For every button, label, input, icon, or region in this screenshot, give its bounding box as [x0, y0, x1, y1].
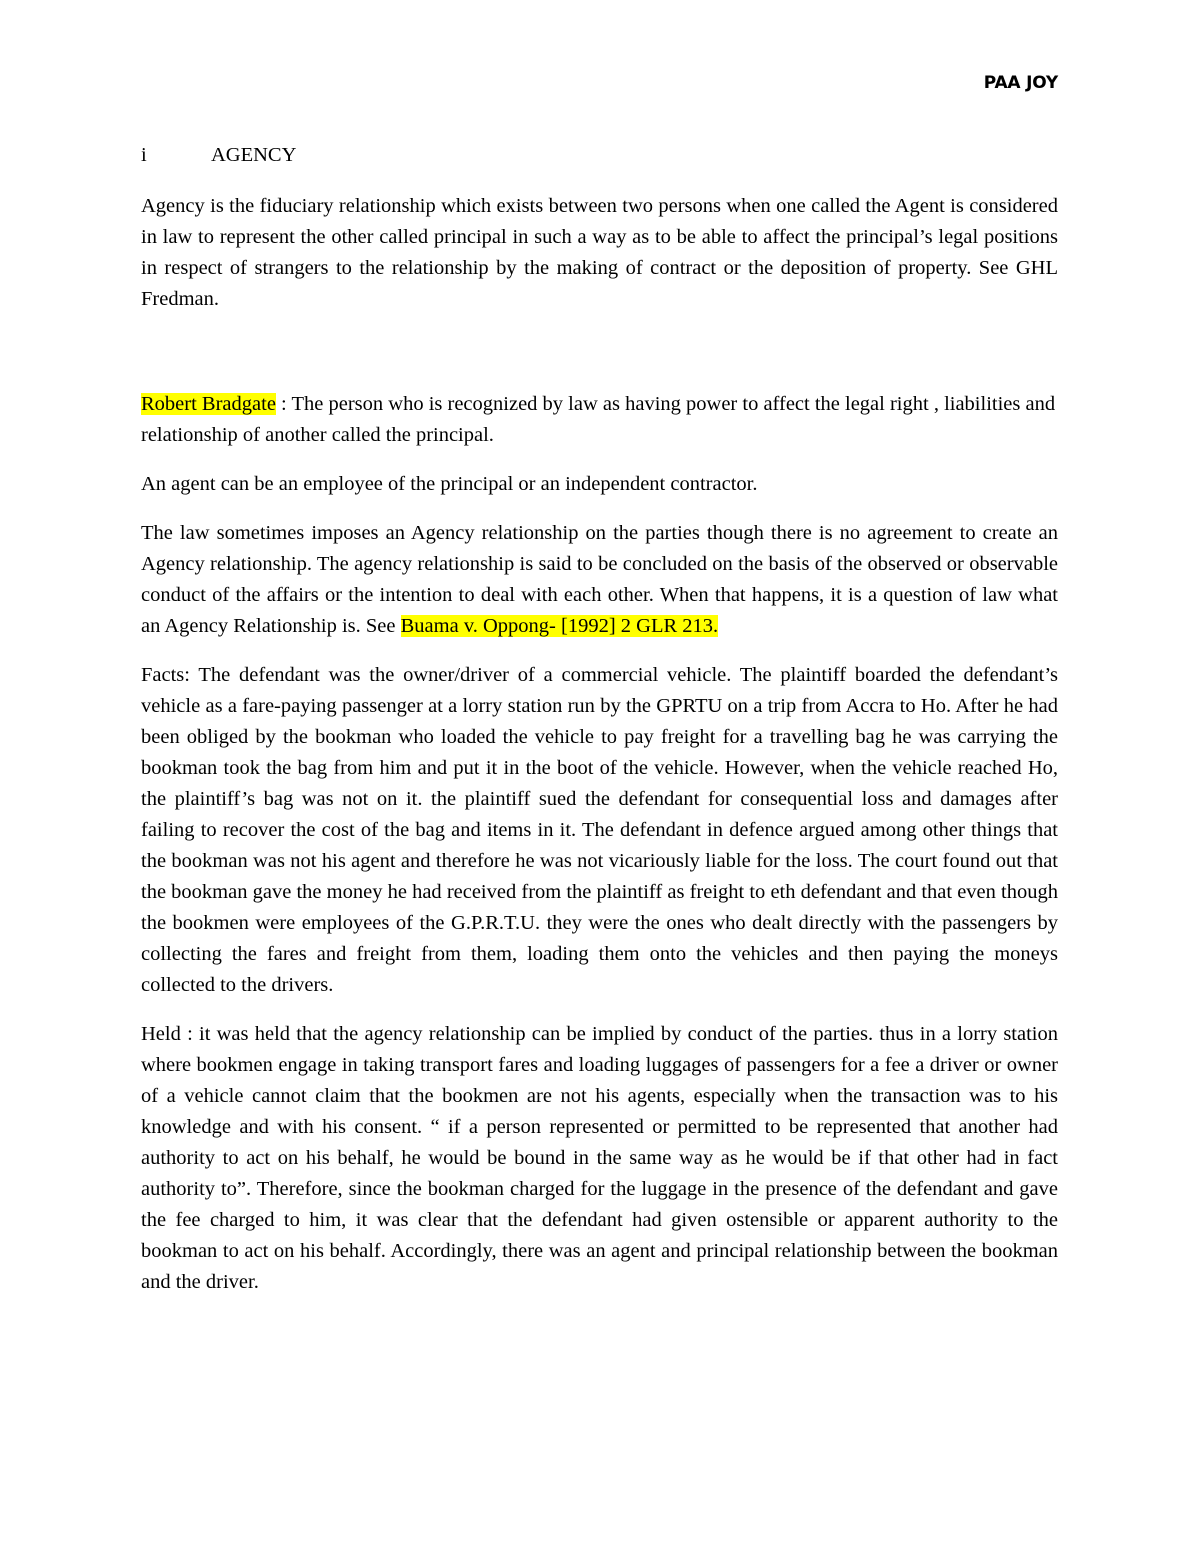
highlighted-author-name: Robert Bradgate — [141, 393, 276, 415]
bradgate-definition-text: : The person who is recognized by law as having power to affect the legal right , liabilities and relationship of another called the principal. — [141, 393, 1056, 446]
blank-spacer — [141, 333, 1058, 389]
section-number: i — [141, 144, 147, 166]
section-title: AGENCY — [211, 144, 297, 166]
definition-paragraph: Agency is the fiduciary relationship which exists between two persons when one called the Agent is considered in law to represent the other called principal in such a way as to be able to affect the principal’s legal positions in respect of strangers to the relationship by the making of contract or the deposition of property. See GHL Fredman. — [141, 195, 1058, 310]
document-body — [141, 140, 1058, 1316]
facts-paragraph: Facts: The defendant was the owner/driver of a commercial vehicle. The plaintiff boarded the defendant’s vehicle as a fare-paying passenger at a lorry station run by the GPRTU on a trip from Accra to Ho. After he had been obliged by the bookman who loaded the vehicle to pay freight for a travelling bag he was carrying the bookman took the bag from him and put it in the boot of the vehicle. However, when the vehicle reached Ho, the plaintiff’s bag was not on it. the plaintiff sued the defendant for consequential loss and damages after failing to recover the cost of the bag and items in it. The defendant in defence argued among other things that the bookman was not his agent and therefore he was not vicariously liable for the loss. The court found out that the bookman gave the money he had received from the plaintiff as freight to eth defendant and that even though the bookmen were employees of the G.P.R.T.U. they were the ones who dealt directly with the passengers by collecting the fares and freight from them, loading them onto the vehicles and then paying the moneys collected to the drivers. — [141, 664, 1058, 996]
held-paragraph: Held : it was held that the agency relationship can be implied by conduct of the parties. thus in a lorry station where bookmen engage in taking transport fares and loading luggages of passengers for a fee a driver or owner of a vehicle cannot claim that the bookmen are not his agents, especially when the transaction was to his knowledge and with his consent. “ if a person represented or permitted to be represented that another had authority to act on his behalf, he would be bound in the same way as he would be if that other had in fact authority to”. Therefore, since the bookman charged for the luggage in the presence of the defendant and gave the fee charged to him, it was clear that the defendant had given ostensible or apparent authority to the bookman to act on his behalf. Accordingly, there was an agent and principal relationship between the bookman and the driver. — [141, 1023, 1058, 1293]
section-heading — [141, 140, 1058, 171]
highlighted-case-citation: Buama v. Oppong- [1992] 2 GLR 213. — [400, 615, 719, 637]
bradgate-paragraph — [141, 389, 1058, 451]
employee-paragraph: An agent can be an employee of the principal or an independent contractor. — [141, 473, 758, 495]
imposed-agency-text: The law sometimes imposes an Agency relationship on the parties though there is no agreement to create an Agency relationship. The agency relationship is said to be concluded on the basis of the observed or observable conduct of the affairs or the intention to deal with each other. When that happens, it is a question of law what an Agency Relationship is. See — [141, 522, 1058, 637]
page-header-author: PAA JOY — [983, 73, 1058, 93]
imposed-agency-paragraph — [141, 518, 1058, 642]
